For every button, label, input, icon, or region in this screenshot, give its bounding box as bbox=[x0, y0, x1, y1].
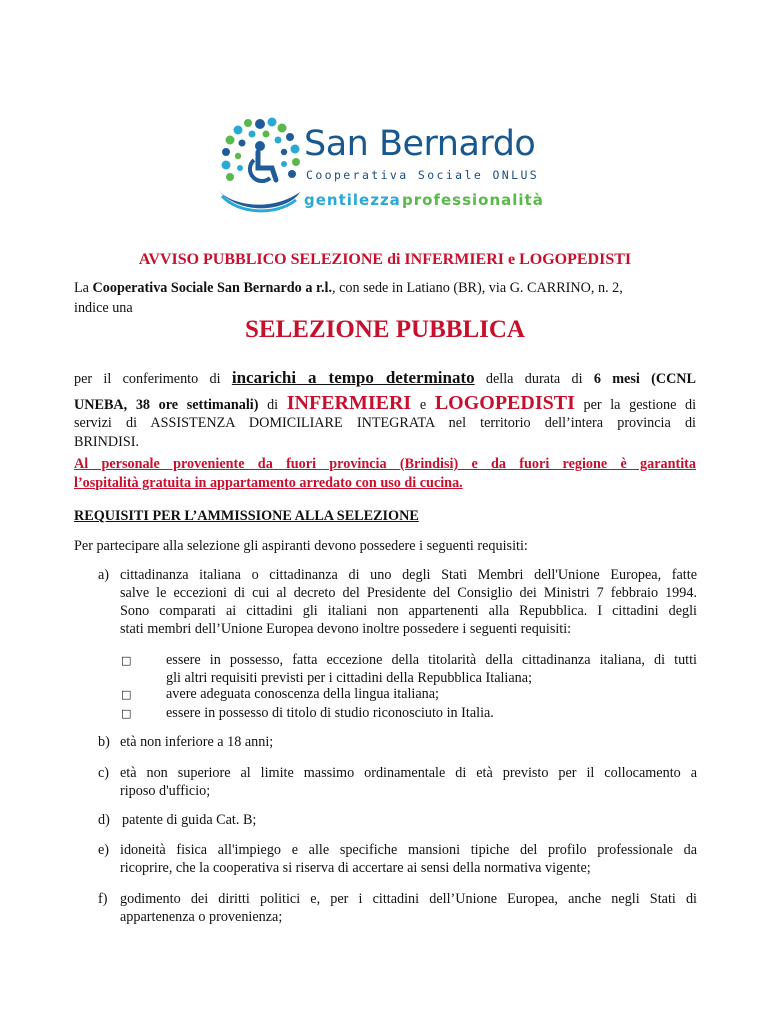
sub-bullet-box-icon: □ bbox=[121, 688, 132, 701]
body-line-2 bbox=[74, 392, 696, 415]
item-e-line-2: ricoprire, che la cooperativa si riserva di accertare ai sensi della normativa vigente; bbox=[120, 860, 591, 876]
item-a-line-4: stati membri dell’Unione Europea devono inoltre possedere i seguenti requisiti: bbox=[120, 621, 572, 637]
item-e-line-1: idoneità fisica all'impiego e alle specifiche mansioni tipiche del profilo professionale da bbox=[120, 842, 697, 858]
sub-item-1-line-2: gli altri requisiti previsti per i cittadini della Repubblica Italiana; bbox=[166, 670, 533, 686]
hospitality-notice-line-1: Al personale proveniente da fuori provincia (Brindisi) e da fuori regione è garantita bbox=[74, 456, 696, 472]
intro-line-2: indice una bbox=[74, 300, 133, 316]
brand-tagline-kindness: gentilezza bbox=[304, 191, 401, 209]
body-l1-duration-text: della durata di bbox=[485, 371, 583, 387]
item-d-letter: d) bbox=[98, 812, 110, 828]
body-l2-di: di bbox=[267, 397, 279, 413]
intro-address: , con sede in Latiano (BR), via G. CARRINO, n. 2, bbox=[332, 280, 623, 296]
body-line-1 bbox=[74, 368, 696, 388]
logo-mark-icon bbox=[212, 110, 308, 222]
san-bernardo-logo bbox=[212, 110, 542, 222]
body-l2-e: e bbox=[419, 397, 427, 413]
duration-value: 6 mesi (CCNL bbox=[593, 371, 697, 387]
item-a-line-1: cittadinanza italiana o cittadinanza di uno degli Stati Membri dell'Unione Europea, fatte bbox=[120, 567, 697, 583]
item-c-letter: c) bbox=[98, 765, 110, 781]
intro-line-1 bbox=[74, 280, 623, 297]
body-l1-text: per il conferimento di bbox=[74, 371, 221, 387]
item-f-line-1: godimento dei diritti politici e, per i cittadini dell’Unione Europea, anche negli Stati di bbox=[120, 891, 697, 907]
item-e-letter: e) bbox=[98, 842, 110, 858]
brand-tagline-professionalism: professionalità bbox=[402, 191, 544, 209]
item-c-line-1: età non superiore al limite massimo ordinamentale di età previsto per il collocamento a bbox=[120, 765, 697, 781]
body-l2-management: per la gestione di bbox=[583, 397, 697, 413]
item-c-line-2: riposo d'ufficio; bbox=[120, 783, 211, 799]
item-a-letter: a) bbox=[98, 567, 110, 583]
body-line-4: BRINDISI. bbox=[74, 434, 140, 450]
sub-bullet-box-icon: □ bbox=[121, 654, 132, 667]
sub-bullet-box-icon: □ bbox=[121, 707, 132, 720]
item-d-line-1: patente di guida Cat. B; bbox=[122, 812, 257, 828]
item-a-line-2: salve le eccezioni di cui al decreto del Presidente del Consiglio dei Ministri 7 febbraio 1994. bbox=[120, 585, 697, 601]
selection-heading: SELEZIONE PUBBLICA bbox=[245, 316, 525, 343]
intro-prefix: La bbox=[74, 280, 89, 296]
role-nurses: INFERMIERI bbox=[286, 392, 412, 414]
body-line-3: servizi di ASSISTENZA DOMICILIARE INTEGRATA nel territorio dell’intera provincia di bbox=[74, 415, 696, 431]
role-speech-therapists: LOGOPEDISTI bbox=[434, 392, 575, 414]
item-f-line-2: appartenenza o provenienza; bbox=[120, 909, 283, 925]
requirements-intro: Per partecipare alla selezione gli aspiranti devono possedere i seguenti requisiti: bbox=[74, 538, 528, 554]
cooperative-name: Cooperativa Sociale San Bernardo a r.l. bbox=[92, 280, 332, 296]
item-f-letter: f) bbox=[98, 891, 108, 907]
item-b-line-1: età non inferiore a 18 anni; bbox=[120, 734, 274, 750]
brand-subtitle: Cooperativa Sociale ONLUS bbox=[306, 168, 540, 182]
fixed-term-positions: incarichi a tempo determinato bbox=[231, 368, 475, 387]
brand-name: San Bernardo bbox=[304, 124, 536, 164]
item-b-letter: b) bbox=[98, 734, 110, 750]
sub-item-1-line-1: essere in possesso, fatta eccezione della titolarità della cittadinanza italiana, di tutti bbox=[166, 652, 697, 668]
notice-title: AVVISO PUBBLICO SELEZIONE di INFERMIERI e LOGOPEDISTI bbox=[138, 251, 632, 268]
contract-terms: UNEBA, 38 ore settimanali) bbox=[74, 397, 259, 413]
sub-item-2: avere adeguata conoscenza della lingua italiana; bbox=[166, 686, 439, 702]
item-a-line-3: Sono comparati ai cittadini gli italiani non appartenenti alla Repubblica. I cittadini degli bbox=[120, 603, 697, 619]
requirements-heading: REQUISITI PER L’AMMISSIONE ALLA SELEZIONE bbox=[74, 508, 419, 524]
sub-item-3: essere in possesso di titolo di studio riconosciuto in Italia. bbox=[166, 705, 494, 721]
hospitality-notice-line-2: l’ospitalità gratuita in appartamento arredato con uso di cucina. bbox=[74, 475, 463, 491]
